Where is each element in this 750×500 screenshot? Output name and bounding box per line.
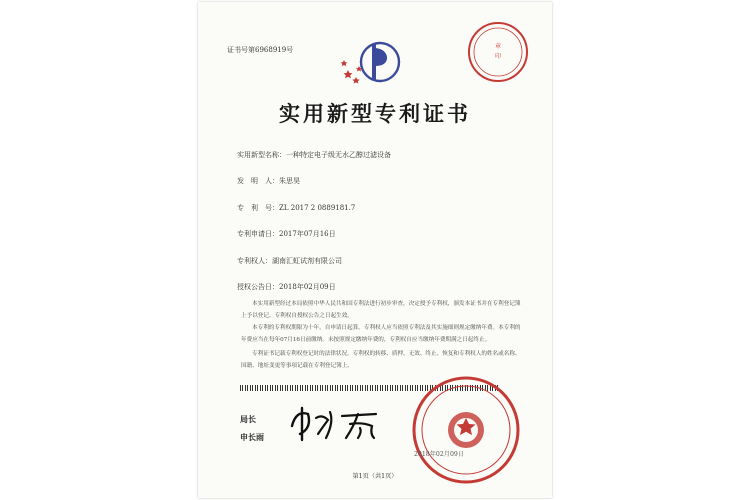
body-paragraph-1: 本实用新型经过本局依照中华人民共和国专利法进行初步审查，决定授予专利权，颁发本证书并在专利登记簿上予以登记。专利权自授权公告之日起生效。	[241, 301, 521, 319]
patent-number: 专 利 号：ZL 2017 2 0889181.7	[237, 204, 356, 212]
registration-seal-icon	[466, 20, 530, 84]
patent-certificate	[198, 2, 552, 498]
national-seal-icon	[410, 374, 522, 486]
body-paragraph-3: 专利证书记载专利权登记时的法律状况。专利权的转移、质押、无效、终止、恢复和专利权人的姓名或名称、国籍、地址变更等事项记载在专利登记簿上。	[241, 351, 521, 369]
certificate-number: 证书号第6968919号	[227, 46, 294, 54]
seal-date: 2018年02月09日	[414, 451, 465, 458]
body-paragraph-2: 本专利的专利权期限为十年，自申请日起算。专利权人应当依照专利法及其实施细则规定缴纳年费。本专利的年费应当在每年07月16日前缴纳。未按照规定缴纳年费的，专利权自应当缴纳年费期满之日起终止。	[241, 325, 521, 343]
svg-text:印: 印	[494, 53, 502, 60]
filing-date: 专利申请日：2017年07月16日	[237, 230, 336, 238]
certificate-title: 实用新型专利证书	[279, 101, 471, 126]
patentee: 专利权人：湖南汇虹试剂有限公司	[237, 257, 342, 265]
director-name: 申长雨	[240, 433, 264, 442]
director-signature	[288, 404, 384, 444]
utility-model-name: 实用新型名称：一种特定电子级无水乙醇过滤设备	[237, 151, 391, 159]
page-footer: 第1页（共1页）	[352, 473, 398, 480]
svg-text:章: 章	[494, 43, 502, 50]
inventor: 发 明 人：朱思昊	[237, 177, 300, 185]
grant-date: 授权公告日：2018年02月09日	[237, 283, 336, 291]
patent-office-logo-icon	[340, 40, 412, 86]
director-title: 局长	[240, 415, 256, 424]
